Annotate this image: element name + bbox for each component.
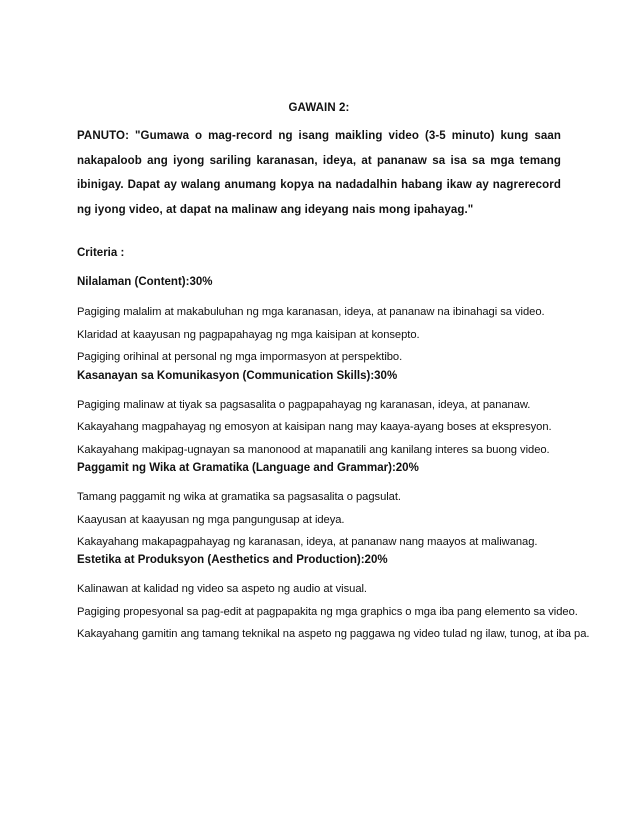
section-heading-communication: Kasanayan sa Komunikasyon (Communication Skills):30%: [77, 370, 398, 382]
criteria-item: Pagiging malalim at makabuluhan ng mga karanasan, ideya, at pananaw na ibinahagi sa video.: [77, 306, 545, 318]
criteria-item: Kaayusan at kaayusan ng mga pangungusap at ideya.: [77, 514, 345, 526]
section-heading-aesthetics: Estetika at Produksyon (Aesthetics and Production):20%: [77, 554, 388, 566]
instructions-paragraph: PANUTO: "Gumawa o mag-record ng isang maikling video (3-5 minuto) kung saan nakapaloob ang iyong sariling karanasan, ideya, at pananaw sa isa sa mga temang ibinigay. Dapat ay walang anumang kopya na nadadalhin habang ikaw ay nagrerecord ng iyong video, at dapat na malinaw ang ideyang nais mong ipahayag.": [77, 130, 561, 216]
criteria-item: Tamang paggamit ng wika at gramatika sa pagsasalita o pagsulat.: [77, 491, 401, 503]
criteria-item: Kakayahang gamitin ang tamang teknikal na aspeto ng paggawa ng video tulad ng ilaw, tunog, at iba pa.: [77, 628, 590, 640]
criteria-label: Criteria :: [77, 247, 125, 259]
criteria-item: Klaridad at kaayusan ng pagpapahayag ng mga kaisipan at konsepto.: [77, 329, 420, 341]
criteria-item: Kakayahang magpahayag ng emosyon at kaisipan nang may kaaya-ayang boses at ekspresyon.: [77, 421, 552, 433]
section-heading-language: Paggamit ng Wika at Gramatika (Language and Grammar):20%: [77, 462, 419, 474]
criteria-item: Kakayahang makipag-ugnayan sa manonood at mapanatili ang kanilang interes sa buong video.: [77, 444, 550, 456]
criteria-item: Kalinawan at kalidad ng video sa aspeto ng audio at visual.: [77, 583, 367, 595]
section-heading-content: Nilalaman (Content):30%: [77, 276, 213, 288]
criteria-item: Pagiging propesyonal sa pag-edit at pagpapakita ng mga graphics o mga iba pang elemento sa video.: [77, 606, 578, 618]
page-title: GAWAIN 2:: [288, 102, 350, 114]
criteria-item: Pagiging malinaw at tiyak sa pagsasalita o pagpapahayag ng karanasan, ideya, at pananaw.: [77, 399, 531, 411]
criteria-item: Kakayahang makapagpahayag ng karanasan, ideya, at pananaw nang maayos at maliwanag.: [77, 536, 538, 548]
criteria-item: Pagiging orihinal at personal ng mga impormasyon at perspektibo.: [77, 351, 403, 363]
